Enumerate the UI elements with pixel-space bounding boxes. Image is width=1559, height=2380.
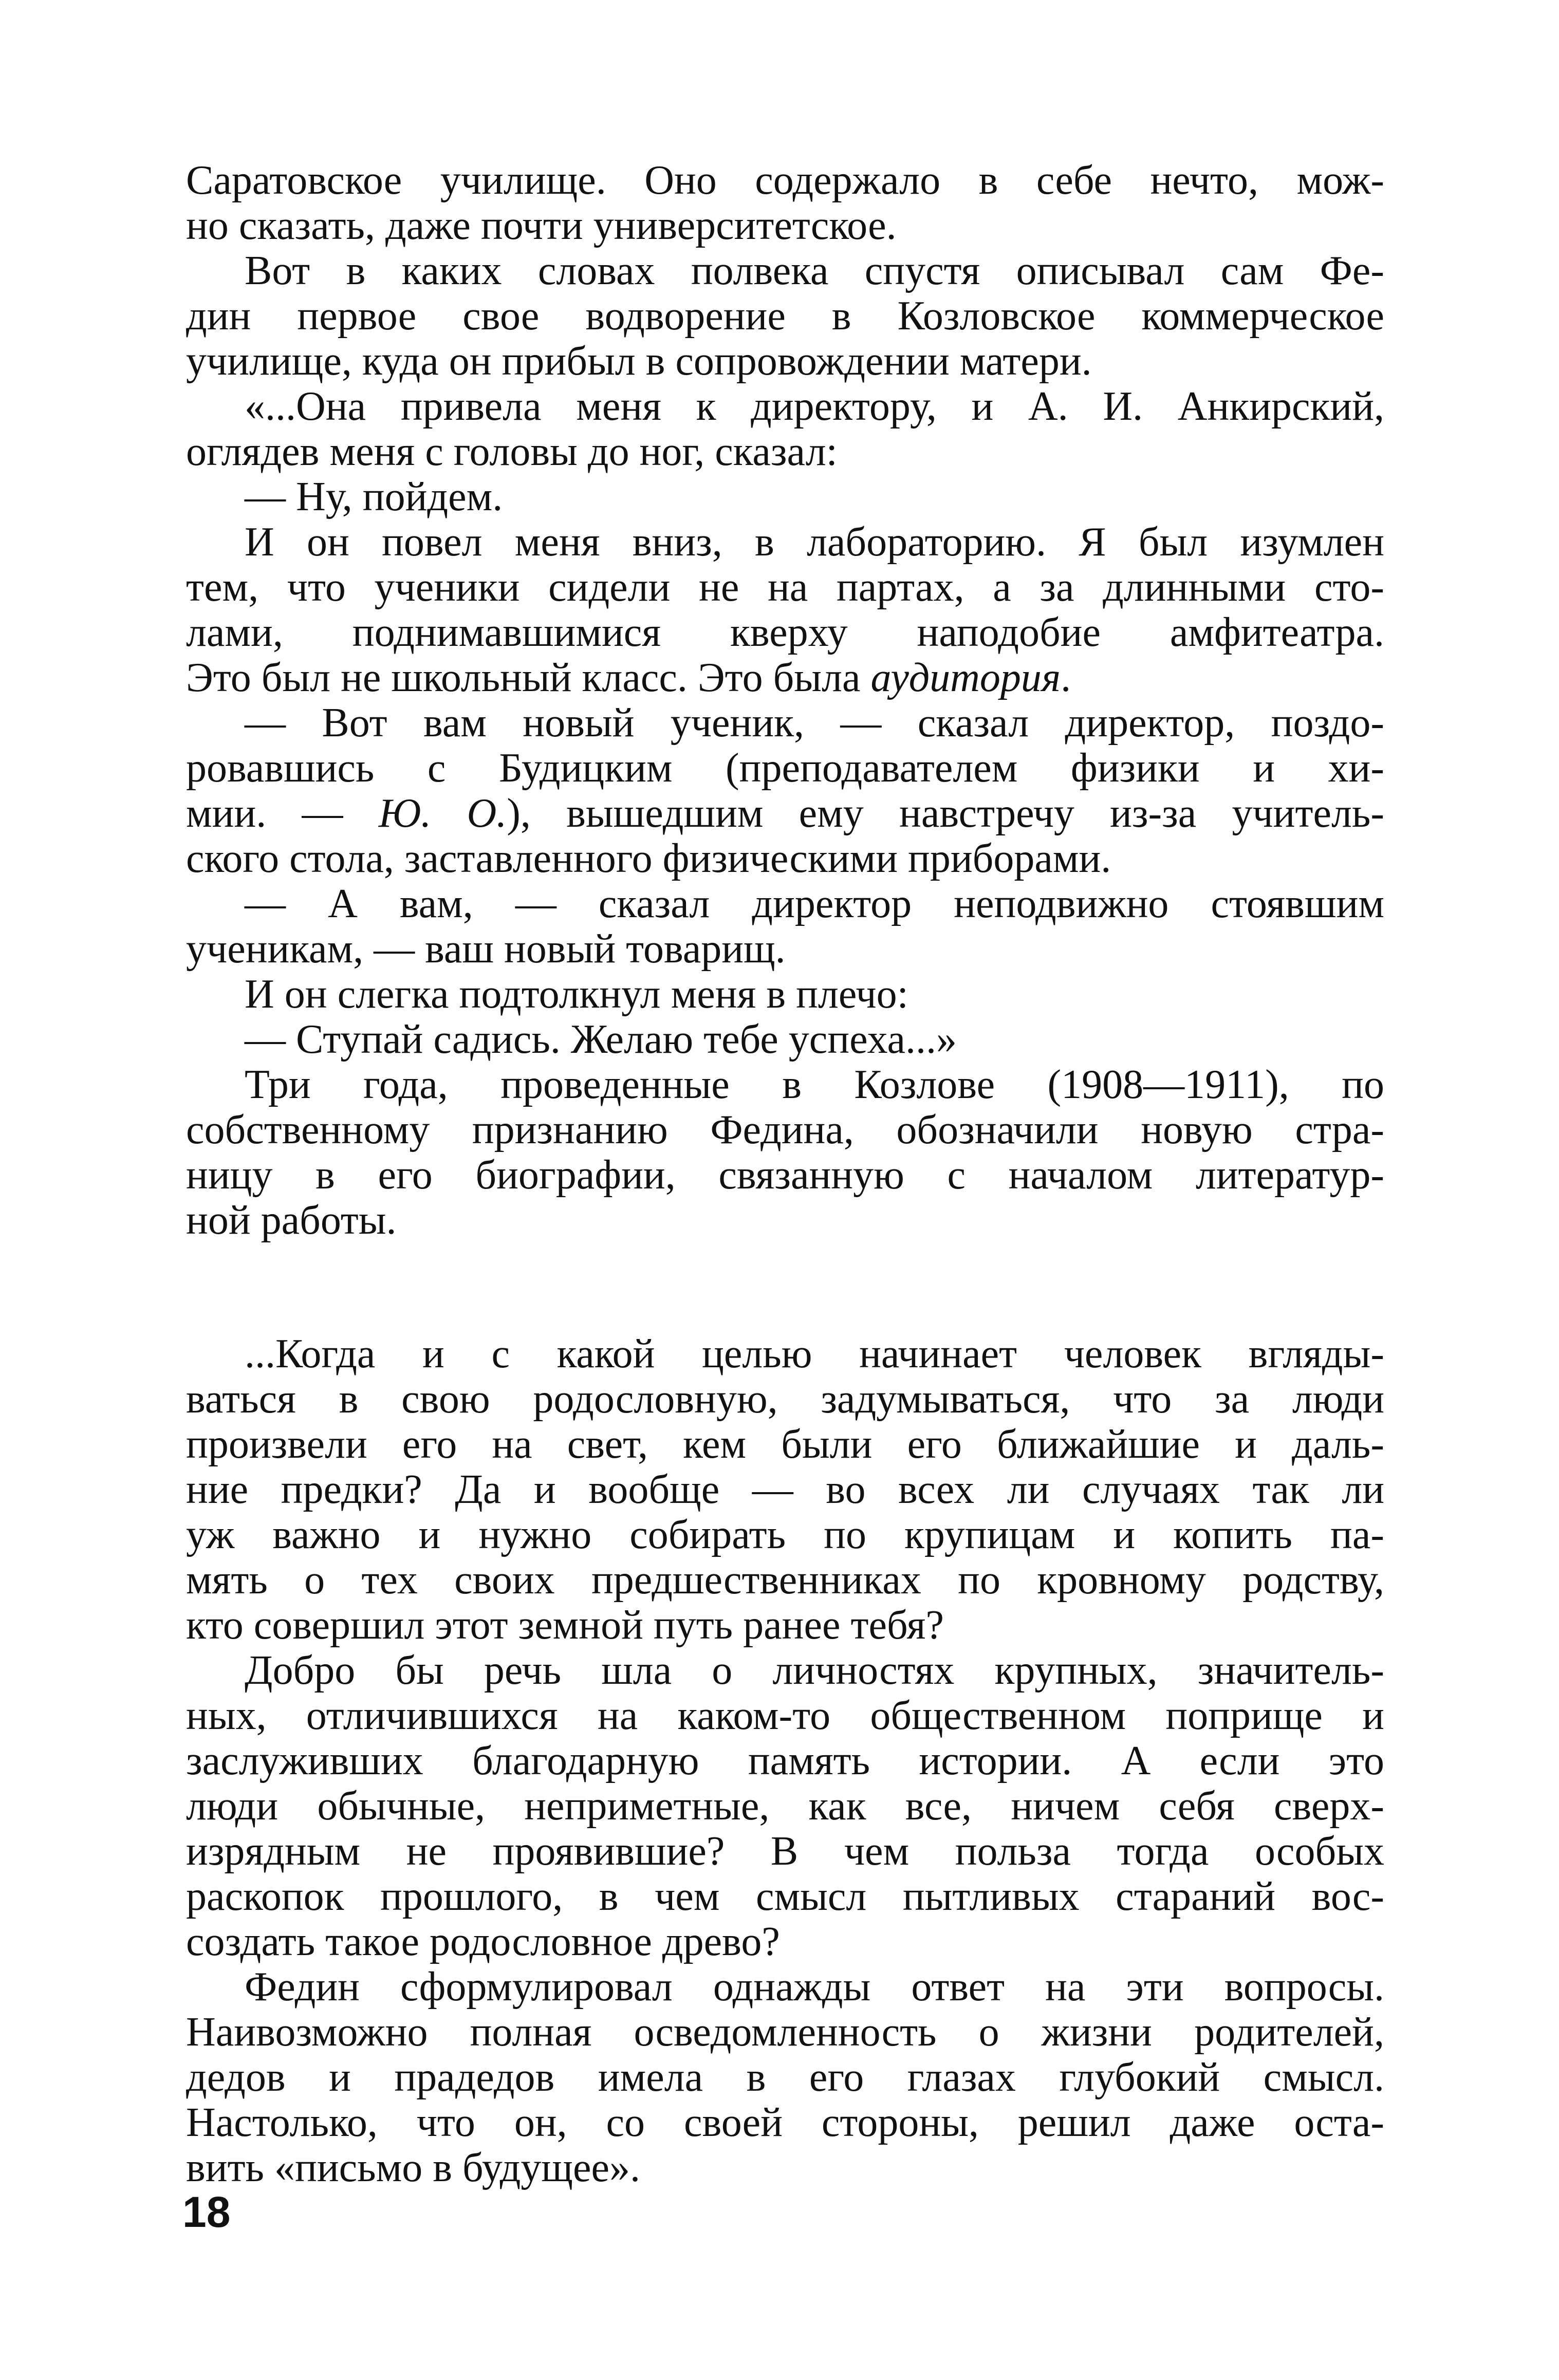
text-line: — Вот вам новый ученик, — сказал директор, поздо- bbox=[245, 700, 1384, 746]
text-line: Добро бы речь шла о личностях крупных, значитель- bbox=[245, 1648, 1384, 1693]
text-line: тем, что ученики сидели не на партах, а за длинными сто- bbox=[186, 565, 1384, 610]
text-line: ной работы. bbox=[186, 1198, 397, 1243]
text-line: раскопок прошлого, в чем смысл пытливых стараний вос- bbox=[186, 1874, 1384, 1919]
text-line: ние предки? Да и вообще — во всех ли случаях так ли bbox=[186, 1467, 1384, 1512]
text-line: ных, отличившихся на каком-то общественном поприще и bbox=[186, 1693, 1384, 1738]
text-line: дедов и прадедов имела в его глазах глубокий смысл. bbox=[186, 2055, 1384, 2100]
text-line: И он слегка подтолкнул меня в плечо: bbox=[245, 972, 908, 1017]
text-line: ницу в его биографии, связанную с началом литератур- bbox=[186, 1152, 1384, 1198]
text-line: ваться в свою родословную, задумываться, что за люди bbox=[186, 1377, 1384, 1422]
text-line: дин первое свое водворение в Козловское коммерческое bbox=[186, 293, 1384, 339]
text-line: ученикам, — ваш новый товарищ. bbox=[186, 926, 786, 972]
text-line: ровавшись с Будицким (преподавателем физики и хи- bbox=[186, 746, 1384, 791]
text-line: Наивозможно полная осведомленность о жизни родителей, bbox=[186, 2010, 1384, 2055]
text-line: училище, куда он прибыл в сопровождении матери. bbox=[186, 339, 1092, 384]
text-line: люди обычные, неприметные, как все, ничем себя сверх- bbox=[186, 1783, 1384, 1829]
text-line: Это был не школьный класс. Это была аудитория. bbox=[186, 655, 1071, 700]
text-line: И он повел меня вниз, в лабораторию. Я был изумлен bbox=[245, 519, 1384, 565]
text-line: — Ну, пойдем. bbox=[245, 474, 503, 519]
text-line: лами, поднимавшимися кверху наподобие амфитеатра. bbox=[186, 610, 1384, 655]
text-line: произвели его на свет, кем были его ближайшие и даль- bbox=[186, 1422, 1384, 1467]
text-line: Вот в каких словах полвека спустя описывал сам Фе- bbox=[245, 248, 1384, 293]
text-line: Федин сформулировал однажды ответ на эти вопросы. bbox=[245, 1964, 1384, 2010]
text-line: «...Она привела меня к директору, и А. И. Анкирский, bbox=[245, 384, 1384, 429]
text-line: создать такое родословное древо? bbox=[186, 1919, 780, 1964]
text-line: изрядным не проявившие? В чем польза тогда особых bbox=[186, 1829, 1384, 1874]
text-line: кто совершил этот земной путь ранее тебя? bbox=[186, 1603, 944, 1648]
text-line: мять о тех своих предшественниках по кровному родству, bbox=[186, 1557, 1384, 1603]
text-line: Настолько, что он, со своей стороны, решил даже оста- bbox=[186, 2100, 1384, 2145]
text-line: оглядев меня с головы до ног, сказал: bbox=[186, 429, 838, 474]
text-line: ...Когда и с какой целью начинает человек вгляды- bbox=[245, 1331, 1384, 1377]
text-line: Саратовское училище. Оно содержало в себе нечто, мож- bbox=[186, 158, 1384, 203]
text-line: заслуживших благодарную память истории. А если это bbox=[186, 1738, 1384, 1783]
text-line: Три года, проведенные в Козлове (1908—1911), по bbox=[245, 1062, 1384, 1107]
text-line: — А вам, — сказал директор неподвижно стоявшим bbox=[245, 881, 1384, 926]
text-line: мии. — Ю. О.), вышедшим ему навстречу из-за учитель- bbox=[186, 791, 1384, 836]
text-line: вить «письмо в будущее». bbox=[186, 2145, 640, 2190]
text-line: — Ступай садись. Желаю тебе успеха...» bbox=[245, 1017, 957, 1062]
text-line: но сказать, даже почти университетское. bbox=[186, 203, 897, 248]
text-line: собственному признанию Федина, обозначили новую стра- bbox=[186, 1107, 1384, 1152]
page-number: 18 bbox=[182, 2188, 231, 2236]
text-line: ского стола, заставленного физическими приборами. bbox=[186, 836, 1111, 881]
text-line: уж важно и нужно собирать по крупицам и копить па- bbox=[186, 1512, 1384, 1557]
